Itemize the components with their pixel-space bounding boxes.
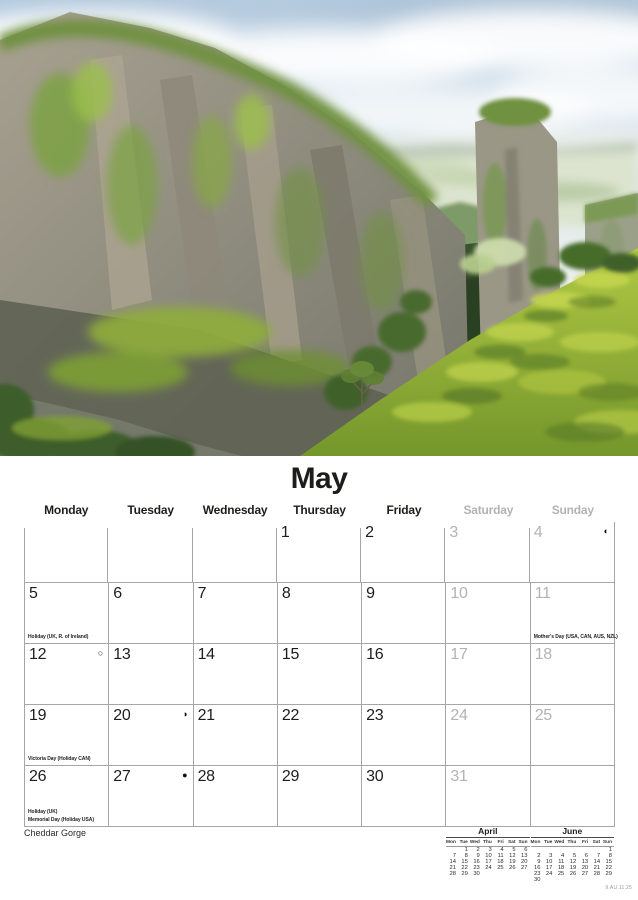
day-number: 10 bbox=[450, 585, 468, 602]
mini-day-empty bbox=[506, 872, 518, 878]
day-number: 24 bbox=[450, 707, 468, 724]
holiday-label: Victoria Day (Holiday CAN) bbox=[28, 756, 91, 762]
mini-day-cell: 15 bbox=[605, 858, 612, 865]
holiday-label: Memorial Day (Holiday USA) bbox=[28, 817, 94, 823]
mini-day-header: Wed bbox=[554, 840, 565, 845]
weekday-header-thursday: Thursday bbox=[293, 503, 346, 517]
mini-day-cell: 21 bbox=[449, 864, 456, 871]
mini-day-cell: 1 bbox=[608, 847, 612, 853]
day-number: 22 bbox=[281, 707, 300, 724]
calendar-cell-may-23 bbox=[361, 705, 445, 766]
mini-day-header: Fri bbox=[582, 840, 589, 845]
mini-day-cell: 1 bbox=[464, 847, 468, 853]
mini-day-header: Tue bbox=[459, 840, 468, 845]
day-number: 19 bbox=[29, 707, 47, 724]
day-number: 14 bbox=[197, 646, 215, 663]
calendar-cell-empty bbox=[24, 522, 108, 583]
mini-day-cell: 17 bbox=[485, 858, 492, 865]
mini-day-cell: 30 bbox=[533, 876, 541, 883]
photo-caption: Cheddar Gorge bbox=[24, 828, 87, 838]
full-moon-icon: ○ bbox=[97, 648, 104, 658]
mini-day-cell: 6 bbox=[524, 847, 528, 853]
mini-day-cell: 12 bbox=[569, 858, 577, 865]
calendar-cell-may-3 bbox=[445, 522, 529, 583]
calendar-cell-may-2 bbox=[361, 522, 445, 583]
new-moon-icon: ● bbox=[182, 770, 188, 780]
calendar-cell-may-31 bbox=[445, 766, 529, 827]
holiday-labels bbox=[28, 808, 106, 824]
mini-day-header: Mon bbox=[446, 840, 456, 845]
mini-day-cell: 22 bbox=[461, 864, 468, 871]
mini-day-cell: 29 bbox=[461, 870, 468, 877]
mini-day-cell: 4 bbox=[500, 847, 504, 853]
day-number: 17 bbox=[450, 646, 468, 663]
mini-day-cell: 7 bbox=[452, 852, 456, 859]
last-quarter-moon-icon: ◑ bbox=[182, 709, 188, 719]
mini-day-empty bbox=[590, 878, 602, 884]
mini-day-cell: 24 bbox=[545, 870, 553, 877]
mini-day-cell: 19 bbox=[569, 864, 577, 871]
mini-day-cell: 28 bbox=[449, 870, 456, 877]
mini-day-cell: 6 bbox=[584, 852, 589, 859]
day-number: 30 bbox=[366, 768, 384, 785]
holiday-label: Holiday (UK) bbox=[28, 809, 58, 815]
first-quarter-moon-icon: ◐ bbox=[603, 526, 609, 536]
calendar-cell-may-8 bbox=[277, 583, 361, 644]
mini-week-row bbox=[446, 872, 530, 878]
mini-day-cell: 23 bbox=[473, 864, 480, 871]
mini-day-empty bbox=[566, 878, 578, 884]
weekday-header-saturday: Saturday bbox=[463, 503, 514, 517]
day-number: 20 bbox=[113, 707, 131, 724]
mini-day-header-row bbox=[531, 839, 615, 847]
mini-day-cell: 13 bbox=[581, 858, 589, 865]
mini-day-cell: 18 bbox=[497, 858, 504, 865]
mini-day-cell: 13 bbox=[521, 852, 528, 859]
mini-day-cell: 20 bbox=[521, 858, 528, 865]
mini-day-cell: 11 bbox=[558, 858, 565, 865]
day-number: 9 bbox=[366, 585, 375, 602]
mini-day-cell: 19 bbox=[509, 858, 516, 865]
mini-day-empty bbox=[518, 872, 530, 878]
day-number: 23 bbox=[366, 707, 384, 724]
day-number: 13 bbox=[113, 646, 131, 663]
mini-day-header: Thu bbox=[482, 840, 492, 845]
calendar-cell-may-24 bbox=[445, 705, 529, 766]
day-number: 2 bbox=[365, 524, 374, 541]
holiday-labels bbox=[28, 633, 106, 641]
mini-day-header: Sun bbox=[602, 840, 612, 845]
day-number: 6 bbox=[113, 585, 122, 602]
mini-day-empty bbox=[554, 878, 566, 884]
day-number: 5 bbox=[29, 585, 38, 602]
mini-day-cell: 14 bbox=[593, 858, 601, 865]
mini-week-row bbox=[531, 878, 615, 884]
calendar-cell-may-30 bbox=[361, 766, 445, 827]
mini-day-header: Sun bbox=[518, 840, 528, 845]
day-number: 7 bbox=[197, 585, 207, 602]
mini-day-cell: 2 bbox=[537, 852, 541, 859]
mini-day-header-row bbox=[446, 839, 530, 847]
mini-calendar-june bbox=[531, 826, 615, 883]
holiday-label: Mother's Day (USA, CAN, AUS, NZL) bbox=[533, 634, 618, 640]
product-code: 9.AU.11.25 bbox=[605, 885, 632, 891]
day-number: 31 bbox=[450, 768, 468, 785]
weekday-header-friday: Friday bbox=[386, 503, 422, 517]
mini-day-cell: 10 bbox=[545, 858, 553, 865]
mini-day-cell: 26 bbox=[569, 870, 577, 877]
mini-day-cell: 3 bbox=[488, 847, 492, 853]
calendar-cell-empty bbox=[530, 766, 614, 827]
mini-day-cell: 17 bbox=[545, 864, 553, 871]
mini-day-cell: 23 bbox=[533, 870, 541, 877]
calendar-cell-may-10 bbox=[445, 583, 529, 644]
mini-day-cell: 16 bbox=[533, 864, 541, 871]
mini-day-header: Sat bbox=[592, 840, 601, 845]
holiday-label: Holiday (UK, R. of Ireland) bbox=[28, 634, 89, 640]
mini-day-cell: 22 bbox=[605, 864, 612, 871]
calendar-cell-may-19 bbox=[24, 705, 108, 766]
mini-day-cell: 3 bbox=[549, 852, 553, 859]
day-number: 4 bbox=[533, 524, 543, 541]
holiday-labels bbox=[28, 755, 106, 763]
calendar-cell-may-4 bbox=[530, 522, 614, 583]
mini-calendar-title: June bbox=[531, 826, 615, 838]
mini-day-cell: 27 bbox=[521, 864, 528, 871]
mini-day-empty bbox=[602, 878, 614, 884]
mini-day-cell: 21 bbox=[593, 864, 601, 871]
mini-day-empty bbox=[542, 878, 554, 884]
calendar-cell-may-28 bbox=[193, 766, 277, 827]
calendar-cell-may-16 bbox=[361, 644, 445, 705]
calendar-cell-may-12 bbox=[24, 644, 108, 705]
mini-day-cell: 25 bbox=[557, 870, 565, 877]
calendar-cell-may-11 bbox=[530, 583, 618, 644]
calendar-cell-empty bbox=[108, 522, 192, 583]
holiday-labels bbox=[533, 633, 618, 641]
mini-day-cell: 7 bbox=[596, 852, 601, 859]
calendar-cell-may-9 bbox=[361, 583, 445, 644]
mini-day-cell: 15 bbox=[461, 858, 468, 865]
weekday-header-tuesday: Tuesday bbox=[127, 503, 174, 517]
mini-day-cell: 9 bbox=[476, 852, 480, 859]
mini-day-cell: 27 bbox=[581, 870, 589, 877]
mini-day-cell: 24 bbox=[485, 864, 492, 871]
day-number: 11 bbox=[534, 585, 551, 602]
mini-day-cell: 8 bbox=[464, 852, 468, 859]
mini-day-cell: 26 bbox=[509, 864, 516, 871]
mini-day-cell: 25 bbox=[497, 864, 504, 871]
mini-day-cell: 5 bbox=[512, 847, 516, 853]
weekday-header-row bbox=[24, 503, 615, 517]
mini-calendars bbox=[446, 826, 615, 883]
day-number: 16 bbox=[366, 646, 384, 663]
day-number: 28 bbox=[197, 768, 215, 785]
calendar-cell-may-26 bbox=[24, 766, 108, 827]
mini-day-header: Tue bbox=[544, 840, 553, 845]
mini-day-empty bbox=[494, 872, 506, 878]
day-number: 8 bbox=[281, 585, 291, 602]
month-title: May bbox=[290, 462, 348, 495]
weekday-header-monday: Monday bbox=[44, 503, 89, 517]
calendar-cell-may-18 bbox=[530, 644, 614, 705]
mini-day-cell: 4 bbox=[561, 852, 565, 859]
mini-day-header: Fri bbox=[497, 840, 504, 845]
weekday-header-sunday: Sunday bbox=[551, 503, 594, 517]
day-number: 27 bbox=[113, 768, 131, 785]
mini-day-cell: 8 bbox=[608, 852, 612, 859]
mini-day-cell: 5 bbox=[572, 852, 577, 859]
calendar-cell-may-7 bbox=[193, 583, 277, 644]
calendar-cell-may-17 bbox=[445, 644, 529, 705]
calendar-cell-may-29 bbox=[277, 766, 361, 827]
mini-day-cell: 28 bbox=[593, 870, 601, 877]
day-number: 15 bbox=[281, 646, 300, 663]
mini-day-header: Sat bbox=[508, 840, 516, 845]
mini-day-cell: 10 bbox=[485, 852, 492, 859]
mini-day-empty bbox=[482, 872, 494, 878]
day-number: 26 bbox=[29, 768, 47, 785]
calendar-cell-may-14 bbox=[193, 644, 277, 705]
day-number: 3 bbox=[449, 524, 459, 541]
mini-day-header: Mon bbox=[530, 840, 541, 845]
day-number: 21 bbox=[197, 707, 215, 724]
calendar-cell-may-6 bbox=[108, 583, 192, 644]
mini-day-cell: 11 bbox=[497, 852, 504, 859]
calendar-cell-may-22 bbox=[277, 705, 361, 766]
mini-day-header: Thu bbox=[567, 840, 577, 845]
mini-day-cell: 16 bbox=[473, 858, 480, 865]
calendar-cell-may-25 bbox=[530, 705, 614, 766]
mini-day-header: Wed bbox=[469, 840, 480, 845]
mini-day-cell: 14 bbox=[449, 858, 456, 865]
day-number: 25 bbox=[534, 707, 552, 724]
calendar-cell-may-5 bbox=[24, 583, 108, 644]
day-number: 18 bbox=[534, 646, 552, 663]
calendar-cell-may-27 bbox=[108, 766, 192, 827]
mini-day-cell: 20 bbox=[581, 864, 589, 871]
mini-day-cell: 2 bbox=[476, 847, 480, 853]
mini-calendar-title: April bbox=[446, 826, 530, 838]
calendar-cell-may-1 bbox=[277, 522, 361, 583]
day-number: 1 bbox=[280, 524, 290, 541]
mini-calendar-april bbox=[446, 826, 530, 883]
calendar-cell-may-20 bbox=[108, 705, 192, 766]
calendar-cell-may-13 bbox=[108, 644, 192, 705]
mini-day-cell: 9 bbox=[537, 858, 541, 865]
calendar-grid bbox=[24, 522, 618, 827]
mini-day-cell: 29 bbox=[605, 870, 612, 877]
weekday-header-wednesday: Wednesday bbox=[202, 503, 268, 517]
mini-day-empty bbox=[578, 878, 590, 884]
mini-day-cell: 12 bbox=[509, 852, 516, 859]
calendar-cell-may-21 bbox=[193, 705, 277, 766]
mini-day-cell: 18 bbox=[557, 864, 565, 871]
calendar-cell-empty bbox=[193, 522, 277, 583]
day-number: 12 bbox=[29, 646, 47, 663]
day-number: 29 bbox=[281, 768, 300, 785]
mini-day-cell: 30 bbox=[473, 870, 480, 877]
calendar-cell-may-15 bbox=[277, 644, 361, 705]
